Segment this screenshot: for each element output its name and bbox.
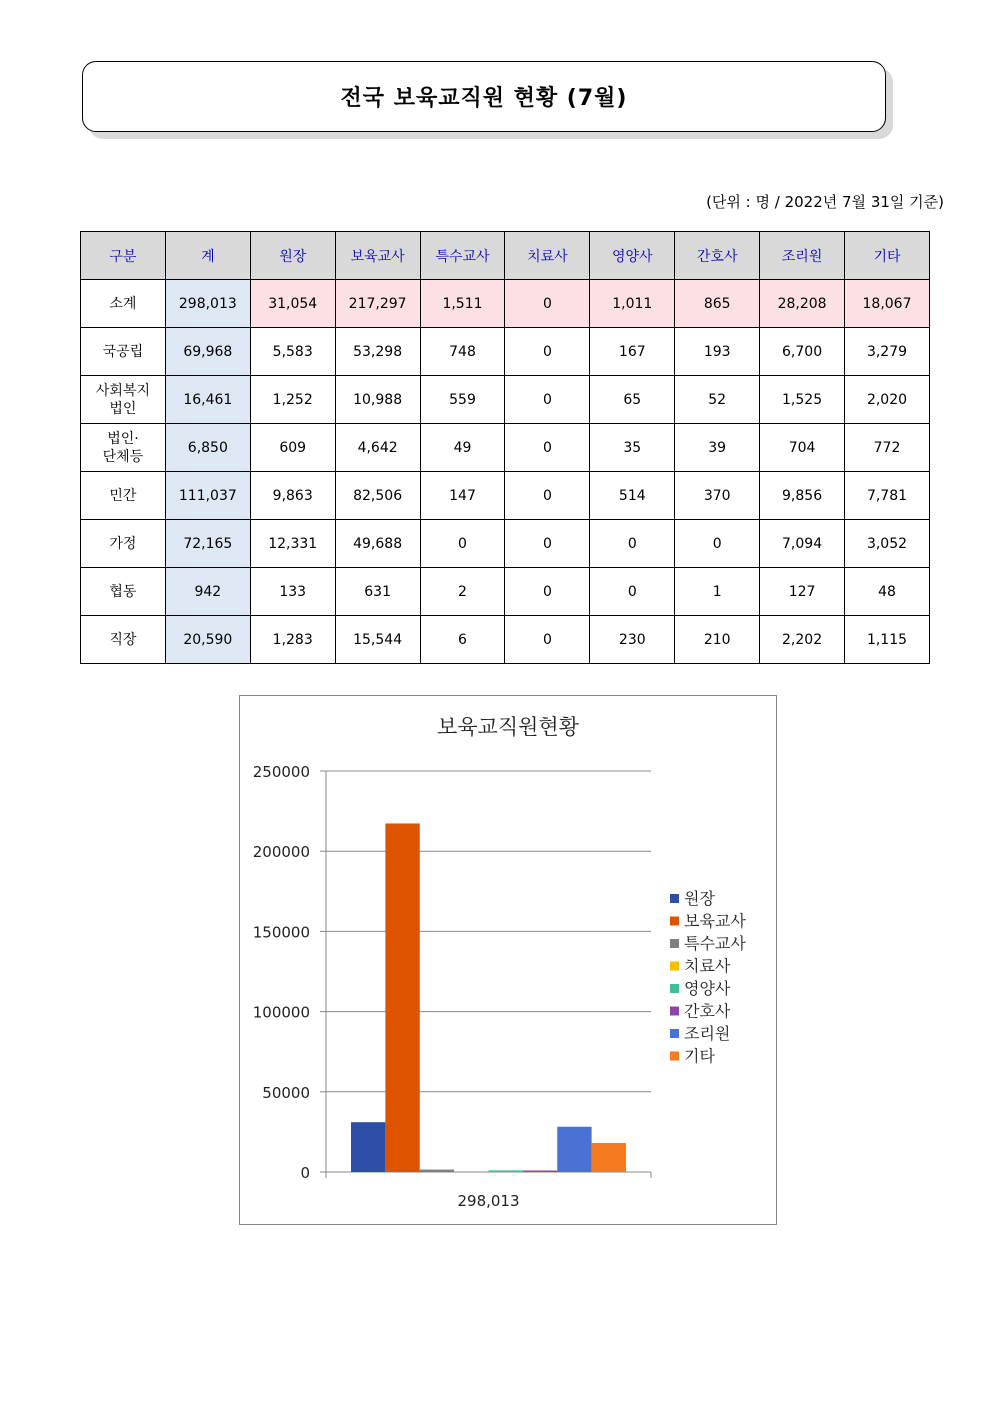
- table-cell: 0: [505, 568, 590, 616]
- table-cell: 10,988: [335, 376, 420, 424]
- table-cell: 0: [675, 520, 760, 568]
- legend-swatch: [670, 917, 679, 926]
- table-cell: 631: [335, 568, 420, 616]
- legend-label: 치료사: [684, 956, 731, 976]
- staff-table: [80, 231, 930, 664]
- chart-title: 보육교직원현황: [436, 715, 580, 739]
- y-tick-label: 0: [300, 1164, 310, 1182]
- table-cell: 217,297: [335, 280, 420, 328]
- page-title: 전국 보육교직원 현황 (7월): [340, 86, 628, 111]
- table-header-row: [81, 232, 930, 280]
- row-label: 소계: [81, 280, 166, 328]
- staff-chart: [239, 695, 777, 1225]
- table-row: [81, 376, 930, 424]
- table-cell: 49,688: [335, 520, 420, 568]
- legend-label: 특수교사: [684, 934, 746, 953]
- column-header: 보육교사: [335, 232, 420, 280]
- legend-label: 영양사: [684, 979, 731, 998]
- row-label: 협동: [81, 568, 166, 616]
- table-cell: 193: [675, 328, 760, 376]
- table-cell: 0: [505, 328, 590, 376]
- total-cell: 111,037: [165, 472, 250, 520]
- table-cell: 82,506: [335, 472, 420, 520]
- table-row: [81, 424, 930, 472]
- table-cell: 0: [505, 376, 590, 424]
- column-header: 기타: [845, 232, 930, 280]
- table-cell: 5,583: [250, 328, 335, 376]
- table-row: [81, 472, 930, 520]
- x-tick-label: 298,013: [457, 1192, 520, 1210]
- row-label: 가정: [81, 520, 166, 568]
- table-cell: 514: [590, 472, 675, 520]
- table-cell: 370: [675, 472, 760, 520]
- table-cell: 2,202: [760, 616, 845, 664]
- legend-label: 보육교사: [684, 911, 746, 931]
- table-cell: 0: [590, 568, 675, 616]
- row-label: 직장: [81, 616, 166, 664]
- legend-swatch: [670, 962, 679, 971]
- table-cell: 230: [590, 616, 675, 664]
- y-tick-label: 100000: [252, 1003, 310, 1022]
- table-cell: 2: [420, 568, 505, 616]
- legend-swatch: [670, 984, 679, 993]
- total-cell: 298,013: [165, 280, 250, 328]
- table-cell: 9,863: [250, 472, 335, 520]
- bar-7: [557, 1127, 591, 1172]
- chart-canvas: [240, 696, 776, 1224]
- table-cell: 9,856: [760, 472, 845, 520]
- table-row: [81, 280, 930, 328]
- legend-swatch: [670, 1029, 679, 1038]
- table-cell: 704: [760, 424, 845, 472]
- total-cell: 6,850: [165, 424, 250, 472]
- table-cell: 0: [505, 472, 590, 520]
- column-header: 치료사: [505, 232, 590, 280]
- table-cell: 559: [420, 376, 505, 424]
- table-cell: 127: [760, 568, 845, 616]
- table-cell: 7,781: [845, 472, 930, 520]
- table-cell: 4,642: [335, 424, 420, 472]
- table-cell: 1,011: [590, 280, 675, 328]
- column-header: 특수교사: [420, 232, 505, 280]
- legend-label: 기타: [684, 1046, 715, 1066]
- column-header: 계: [165, 232, 250, 280]
- table-cell: 2,020: [845, 376, 930, 424]
- table-cell: 0: [505, 520, 590, 568]
- table-row: [81, 568, 930, 616]
- table-cell: 133: [250, 568, 335, 616]
- row-label: 국공립: [81, 328, 166, 376]
- table-cell: 609: [250, 424, 335, 472]
- table-row: [81, 328, 930, 376]
- table-cell: 7,094: [760, 520, 845, 568]
- bar-6: [523, 1171, 557, 1173]
- total-cell: 16,461: [165, 376, 250, 424]
- legend-label: 원장: [684, 889, 715, 908]
- total-cell: 942: [165, 568, 250, 616]
- column-header: 영양사: [590, 232, 675, 280]
- table-cell: 53,298: [335, 328, 420, 376]
- table-cell: 49: [420, 424, 505, 472]
- table-cell: 6: [420, 616, 505, 664]
- table-cell: 748: [420, 328, 505, 376]
- row-label: 민간: [81, 472, 166, 520]
- table-cell: 0: [505, 424, 590, 472]
- table-cell: 18,067: [845, 280, 930, 328]
- table-cell: 39: [675, 424, 760, 472]
- table-cell: 3,279: [845, 328, 930, 376]
- legend-swatch: [670, 894, 679, 903]
- table-cell: 1,115: [845, 616, 930, 664]
- table-cell: 1: [675, 568, 760, 616]
- table-row: [81, 520, 930, 568]
- row-label: 법인· 단체등: [81, 424, 166, 472]
- table-cell: 65: [590, 376, 675, 424]
- legend-swatch: [670, 1007, 679, 1016]
- y-tick-label: 200000: [252, 843, 310, 862]
- bar-2: [385, 823, 419, 1172]
- page-title-box: [82, 61, 886, 132]
- y-tick-label: 150000: [252, 923, 310, 942]
- legend-label: 조리원: [684, 1024, 731, 1043]
- table-cell: 1,525: [760, 376, 845, 424]
- total-cell: 72,165: [165, 520, 250, 568]
- table-cell: 1,511: [420, 280, 505, 328]
- table-cell: 147: [420, 472, 505, 520]
- table-cell: 0: [505, 616, 590, 664]
- column-header: 구분: [81, 232, 166, 280]
- table-cell: 0: [590, 520, 675, 568]
- row-label: 사회복지 법인: [81, 376, 166, 424]
- legend-swatch: [670, 939, 679, 948]
- table-cell: 28,208: [760, 280, 845, 328]
- y-tick-label: 50000: [262, 1083, 310, 1102]
- table-cell: 52: [675, 376, 760, 424]
- bar-5: [489, 1170, 523, 1172]
- column-header: 간호사: [675, 232, 760, 280]
- table-cell: 6,700: [760, 328, 845, 376]
- table-cell: 772: [845, 424, 930, 472]
- table-cell: 210: [675, 616, 760, 664]
- table-cell: 0: [505, 280, 590, 328]
- column-header: 조리원: [760, 232, 845, 280]
- total-cell: 69,968: [165, 328, 250, 376]
- table-cell: 35: [590, 424, 675, 472]
- total-cell: 20,590: [165, 616, 250, 664]
- table-cell: 1,252: [250, 376, 335, 424]
- y-tick-label: 250000: [252, 763, 310, 781]
- table-cell: 48: [845, 568, 930, 616]
- table-cell: 3,052: [845, 520, 930, 568]
- table-cell: 15,544: [335, 616, 420, 664]
- legend-label: 간호사: [684, 1001, 731, 1021]
- table-cell: 12,331: [250, 520, 335, 568]
- bar-1: [351, 1122, 385, 1172]
- unit-note: (단위 : 명 / 2022년 7월 31일 기준): [706, 193, 944, 211]
- table-cell: 1,283: [250, 616, 335, 664]
- table-row: [81, 616, 930, 664]
- table-cell: 31,054: [250, 280, 335, 328]
- column-header: 원장: [250, 232, 335, 280]
- bar-3: [420, 1170, 454, 1172]
- table-cell: 865: [675, 280, 760, 328]
- legend-swatch: [670, 1052, 679, 1061]
- bar-8: [592, 1143, 626, 1172]
- table-cell: 167: [590, 328, 675, 376]
- table-cell: 0: [420, 520, 505, 568]
